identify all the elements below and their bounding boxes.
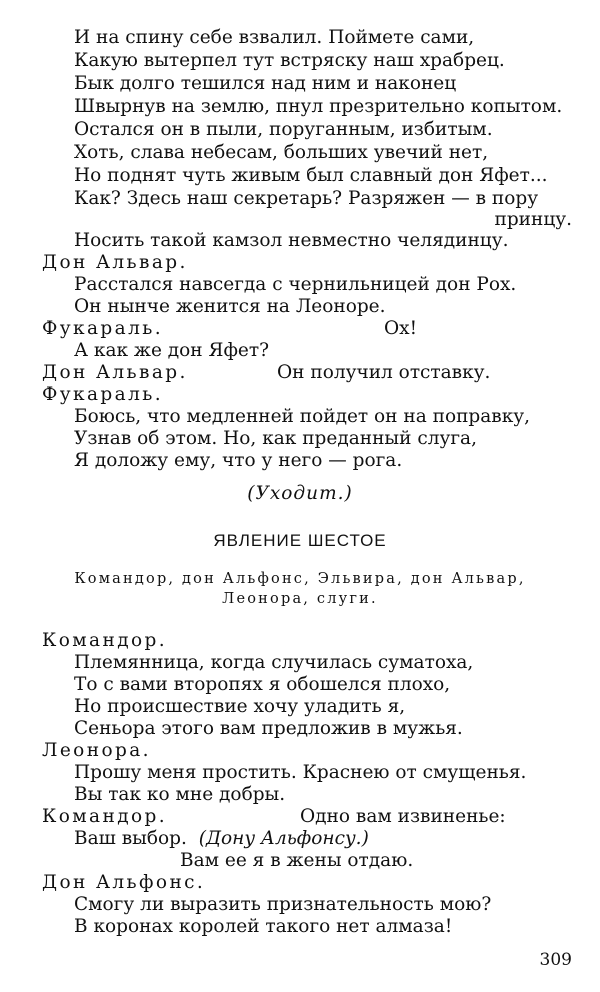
speaker-name: Леонора. — [42, 740, 151, 761]
verse-fragment: Вам ее я в жены отдаю. — [180, 850, 414, 871]
verse-line: Швырнув на землю, пнул презрительно копытом. — [74, 96, 563, 117]
speaker-name: Командор. — [42, 806, 168, 827]
verse-line: Боюсь, что медленней пойдет он на поправку, — [74, 406, 531, 427]
verse-continuation: принцу. — [494, 209, 572, 230]
verse-fragment: Ох! — [384, 318, 418, 339]
verse-line: Как? Здесь наш секретарь? Разряжен — в пору — [74, 188, 539, 209]
verse-line: Смогу ли выразить признательность мою? — [74, 894, 492, 915]
verse-line: Хоть, слава небесам, больших увечий нет, — [74, 142, 489, 163]
verse-line: То с вами второпях я обошелся плохо, — [74, 674, 451, 695]
cast-list-line: Командор, дон Альфонс, Эльвира, дон Альвар, — [74, 571, 526, 587]
stage-direction: (Уходит.) — [247, 483, 353, 504]
verse-line: Но происшествие хочу уладить я, — [74, 696, 406, 717]
verse-line: Бык долго тешился над ним и наконец — [74, 73, 457, 94]
verse-line: Носить такой камзол невместно челядинцу. — [74, 230, 509, 251]
speaker-name: Дон Альвар. — [42, 252, 188, 273]
speaker-name: Фукараль. — [42, 384, 164, 405]
stage-direction: (Дону Альфонсу.) — [198, 828, 369, 849]
cast-list-line: Леонора, слуги. — [222, 591, 378, 607]
verse-fragment: Одно вам извиненье: — [300, 806, 506, 827]
speaker-name: Фукараль. — [42, 318, 164, 339]
verse-line: В коронах королей такого нет алмаза! — [74, 916, 453, 937]
verse-line: Вы так ко мне добры. — [74, 784, 286, 805]
page-number: 309 — [539, 950, 572, 970]
verse-line: И на спину себе взвалил. Поймете сами, — [74, 27, 475, 48]
verse-fragment: Ваш выбор. — [74, 828, 187, 849]
verse-line: Прошу меня простить. Краснею от смущенья. — [74, 762, 527, 783]
verse-line: Расстался навсегда с чернильницей дон Рох. — [74, 274, 517, 295]
verse-line: Узнав об этом. Но, как преданный слуга, — [74, 428, 477, 449]
verse-line: Племянница, когда случилась суматоха, — [74, 652, 474, 673]
verse-line: Сеньора этого вам предложив в мужья. — [74, 718, 463, 739]
verse-line: Он нынче женится на Леоноре. — [74, 296, 386, 317]
verse-line — [74, 828, 369, 850]
speaker-name: Дон Альвар. — [42, 362, 188, 383]
speaker-name: Дон Альфонс. — [42, 872, 206, 893]
verse-fragment: Он получил отставку. — [277, 362, 491, 383]
scene-title: ЯВЛЕНИЕ ШЕСТОЕ — [213, 531, 387, 550]
speaker-name: Командор. — [42, 630, 168, 651]
verse-line: А как же дон Яфет? — [74, 340, 270, 361]
verse-line: Остался он в пыли, поруганным, избитым. — [74, 119, 493, 140]
verse-line: Я доложу ему, что у него — рога. — [74, 450, 403, 471]
verse-line: Какую вытерпел тут встряску наш храбрец. — [74, 50, 505, 71]
verse-line: Но поднят чуть живым был славный дон Яфет... — [74, 165, 548, 186]
